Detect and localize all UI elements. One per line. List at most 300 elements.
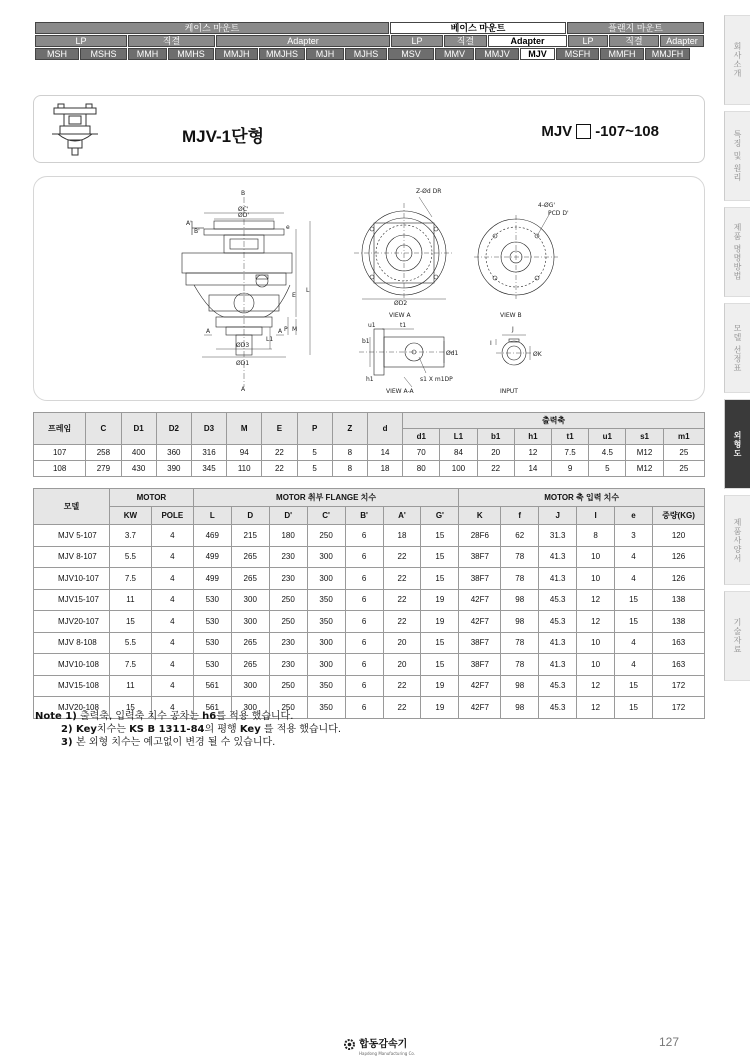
col-d1-shaft: d1	[403, 429, 440, 445]
table2-row	[34, 632, 705, 654]
table-cell: 5.5	[109, 546, 151, 568]
table-cell: 250	[307, 525, 345, 547]
table-cell: 5	[589, 461, 626, 477]
col-u1: u1	[589, 429, 626, 445]
nav-model-mmjfh[interactable]: MMJFH	[645, 48, 690, 60]
view-a	[354, 197, 454, 303]
table2-row	[34, 654, 705, 676]
label-d-prime: ØD'	[238, 212, 249, 219]
label-a-left: A	[206, 328, 211, 335]
table-cell: 12	[514, 445, 551, 461]
table-cell: 42F7	[459, 611, 501, 633]
table-cell: 499	[193, 568, 231, 590]
table-cell: 350	[307, 675, 345, 697]
table-cell: 250	[269, 589, 307, 611]
col-k: K	[459, 507, 501, 525]
label-4-g-prime: 4-ØG'	[538, 202, 556, 209]
label-j: J	[512, 326, 514, 333]
table-cell: 300	[231, 697, 269, 719]
label-a-right: A	[278, 328, 283, 335]
table-cell: 265	[231, 632, 269, 654]
table-cell: 22	[383, 697, 421, 719]
model-code: MJV -107~108	[541, 123, 659, 140]
label-b: B	[241, 190, 246, 197]
nav-model-mjh[interactable]: MJH	[306, 48, 344, 60]
table-cell: 230	[269, 632, 307, 654]
nav-model-msh[interactable]: MSH	[35, 48, 79, 60]
col-p: P	[297, 413, 332, 445]
table-cell: MJV20-107	[34, 611, 110, 633]
table-cell: 45.3	[539, 697, 577, 719]
table-cell: 345	[191, 461, 226, 477]
nav-adapter-3[interactable]: Adapter	[660, 35, 704, 47]
table-cell: 350	[307, 697, 345, 719]
table-cell: 15	[109, 611, 151, 633]
table-cell: 38F7	[459, 632, 501, 654]
nav-direct-3[interactable]: 직결	[609, 35, 659, 47]
table1-row	[34, 461, 705, 477]
table-cell: 4	[615, 632, 653, 654]
table-cell: 499	[193, 546, 231, 568]
table-cell: 20	[477, 445, 514, 461]
table-cell: 7.5	[109, 568, 151, 590]
table-cell: 6	[345, 632, 383, 654]
table-cell: 22	[262, 445, 297, 461]
table-cell: 94	[227, 445, 262, 461]
label-c-prime: ØC'	[238, 206, 249, 213]
table-cell: 31.3	[539, 525, 577, 547]
table-cell: 25	[663, 461, 704, 477]
col-c: C	[86, 413, 121, 445]
table-cell: MJV 8-108	[34, 632, 110, 654]
table-cell: 19	[421, 589, 459, 611]
table-cell: 430	[121, 461, 156, 477]
table-cell: 8	[332, 445, 367, 461]
view-b	[474, 213, 558, 299]
table-cell: MJV10-108	[34, 654, 110, 676]
table2-subheader-row	[34, 507, 705, 525]
col-i: I	[577, 507, 615, 525]
label-p: P	[284, 326, 288, 333]
nav-direct-2[interactable]: 직결	[444, 35, 487, 47]
tab-selection[interactable]: 모델 선정표	[724, 303, 750, 393]
col-e: E	[262, 413, 297, 445]
tab-naming[interactable]: 제품 명명방법	[724, 207, 750, 297]
table-cell: 4	[151, 697, 193, 719]
table-cell: 350	[307, 589, 345, 611]
table-cell: 22	[383, 589, 421, 611]
table-cell: 25	[663, 445, 704, 461]
table-cell: MJV10-107	[34, 568, 110, 590]
table-cell: MJV15-108	[34, 675, 110, 697]
table-cell: 45.3	[539, 589, 577, 611]
label-t1: t1	[400, 322, 407, 329]
col-frame: 프레임	[34, 413, 86, 445]
table-cell: 70	[403, 445, 440, 461]
table-cell: 250	[269, 697, 307, 719]
table-cell: 180	[269, 525, 307, 547]
col-j: J	[539, 507, 577, 525]
table2-row	[34, 611, 705, 633]
label-view-b: VIEW B	[500, 312, 522, 319]
label-i: I	[490, 340, 492, 347]
col-b-prime: B'	[345, 507, 383, 525]
table-cell: 4	[151, 546, 193, 568]
table-cell: 12	[577, 611, 615, 633]
table-cell: 3.7	[109, 525, 151, 547]
label-d1-shaft: Ød1	[446, 350, 459, 357]
table-cell: 15	[109, 697, 151, 719]
brand-subtitle: Hapdong Manufacturing Co.	[359, 1051, 416, 1056]
label-b1: b1	[362, 338, 370, 345]
table-cell: 279	[86, 461, 121, 477]
product-nav	[35, 22, 704, 61]
label-l: L	[306, 287, 310, 294]
table-cell: 78	[501, 654, 539, 676]
table1-body	[34, 445, 705, 477]
table-cell: 19	[421, 611, 459, 633]
table-cell: 172	[652, 675, 704, 697]
table-cell: 530	[193, 654, 231, 676]
table-cell: 390	[156, 461, 191, 477]
table-cell: 530	[193, 589, 231, 611]
nav-flange-mount[interactable]: 플랜지 마운트	[567, 22, 704, 34]
table-cell: 300	[307, 546, 345, 568]
table-cell: 110	[227, 461, 262, 477]
table-cell: 11	[109, 675, 151, 697]
table-cell: 12	[577, 675, 615, 697]
table-cell: 41.3	[539, 632, 577, 654]
nav-model-mjhs[interactable]: MJHS	[345, 48, 387, 60]
col-h1: h1	[514, 429, 551, 445]
table-cell: 62	[501, 525, 539, 547]
col-c-prime: C'	[307, 507, 345, 525]
nav-model-mshs[interactable]: MSHS	[80, 48, 127, 60]
label-d2: ØD2	[394, 300, 408, 307]
table-cell: 3	[615, 525, 653, 547]
table-cell: 360	[156, 445, 191, 461]
table-cell: 530	[193, 611, 231, 633]
table-cell: 20	[383, 654, 421, 676]
table-cell: 250	[269, 611, 307, 633]
label-u1: u1	[368, 322, 376, 329]
col-d1: D1	[121, 413, 156, 445]
nav-model-mmhs[interactable]: MMHS	[168, 48, 214, 60]
frame-dimension-table	[33, 412, 705, 477]
table-cell: 6	[345, 568, 383, 590]
label-a-bottom: A	[241, 386, 246, 393]
table-cell: 230	[269, 654, 307, 676]
label-d3: ØD3	[236, 342, 250, 349]
table-cell: 4	[615, 654, 653, 676]
col-m1: m1	[663, 429, 704, 445]
label-view-aa: VIEW A-A	[386, 388, 414, 395]
col-d: d	[367, 413, 402, 445]
input-labels	[490, 326, 543, 395]
title-box	[33, 95, 705, 163]
table-cell: 15	[615, 675, 653, 697]
label-view-a: VIEW A	[389, 312, 411, 319]
table-cell: 15	[421, 632, 459, 654]
technical-drawing	[33, 176, 705, 401]
nav-base-mount[interactable]: 베이스 마운트	[390, 22, 566, 34]
table-cell: 561	[193, 675, 231, 697]
table-cell: 4	[615, 568, 653, 590]
note-2: 2) Key치수는 KS B 1311-84의 평행 Key 를 적용 했습니다.	[61, 724, 342, 735]
nav-lp-2[interactable]: LP	[391, 35, 443, 47]
table-cell: 22	[262, 461, 297, 477]
table-cell: 4	[151, 654, 193, 676]
table-cell: 7.5	[552, 445, 589, 461]
col-output-shaft: 출력축	[403, 413, 705, 429]
table-cell: 84	[440, 445, 477, 461]
table-cell: MJV 5-107	[34, 525, 110, 547]
col-l: L	[193, 507, 231, 525]
note-3: 3) 본 외형 치수는 예고없이 변경 될 수 있습니다.	[61, 737, 276, 748]
nav-adapter-1[interactable]: Adapter	[216, 35, 390, 47]
nav-adapter-2[interactable]: Adapter	[488, 35, 567, 47]
table-cell: M12	[626, 461, 663, 477]
table-cell: 38F7	[459, 568, 501, 590]
gearbox-thumbnail-icon	[48, 102, 102, 158]
table-cell: 10	[577, 568, 615, 590]
table-cell: 15	[615, 697, 653, 719]
table-cell: 22	[383, 611, 421, 633]
table-cell: 6	[345, 697, 383, 719]
label-a-prime: A'	[186, 220, 192, 227]
table-cell: 98	[501, 675, 539, 697]
table-cell: 80	[403, 461, 440, 477]
note-1: Note 1) 출력축, 입력축 치수 공차는 h6를 적용 했습니다.	[35, 711, 294, 722]
table-cell: 265	[231, 654, 269, 676]
page-number: 127	[659, 1035, 680, 1049]
tab-features[interactable]: 특징 및 원리	[724, 111, 750, 201]
table-cell: 38F7	[459, 654, 501, 676]
table-cell: 6	[345, 525, 383, 547]
nav-model-mmfh[interactable]: MMFH	[600, 48, 644, 60]
table-cell: 78	[501, 632, 539, 654]
table-cell: 9	[552, 461, 589, 477]
table-cell: 4	[615, 546, 653, 568]
col-s1: s1	[626, 429, 663, 445]
nav-row-model	[35, 48, 704, 60]
nav-model-mmjv[interactable]: MMJV	[475, 48, 519, 60]
company-logo	[343, 1032, 415, 1056]
table-cell: 41.3	[539, 568, 577, 590]
table-cell: 300	[307, 568, 345, 590]
col-d2: D2	[156, 413, 191, 445]
label-b-prime: B'	[194, 228, 200, 235]
col-b1: b1	[477, 429, 514, 445]
nav-case-mount[interactable]: 케이스 마운트	[35, 22, 389, 34]
brand-name: 합동감속기	[359, 1039, 408, 1050]
nav-direct-1[interactable]: 직결	[128, 35, 215, 47]
table-cell: 316	[191, 445, 226, 461]
table-cell: 42F7	[459, 675, 501, 697]
col-m: M	[227, 413, 262, 445]
table-cell: 41.3	[539, 546, 577, 568]
table-cell: 8	[332, 461, 367, 477]
table-cell: 15	[615, 589, 653, 611]
table-cell: 6	[345, 589, 383, 611]
table-cell: 14	[367, 445, 402, 461]
table-cell: 5	[297, 445, 332, 461]
table-cell: 163	[652, 654, 704, 676]
col-motor: MOTOR	[109, 489, 193, 507]
table-cell: 4.5	[589, 445, 626, 461]
tab-technical[interactable]: 기술자료	[724, 591, 750, 681]
table-cell: M12	[626, 445, 663, 461]
table-cell: 100	[440, 461, 477, 477]
table-cell: 265	[231, 568, 269, 590]
table2-header-row	[34, 489, 705, 507]
table-cell: 12	[577, 589, 615, 611]
nav-model-mjv[interactable]: MJV	[520, 48, 555, 60]
table-cell: 5	[297, 461, 332, 477]
nav-model-mmv[interactable]: MMV	[435, 48, 474, 60]
table-cell: 6	[345, 675, 383, 697]
col-kw: KW	[109, 507, 151, 525]
table-cell: 10	[577, 654, 615, 676]
table-cell: 400	[121, 445, 156, 461]
nav-model-msv[interactable]: MSV	[388, 48, 434, 60]
label-d1: ØD1	[236, 360, 250, 367]
table-cell: 4	[151, 632, 193, 654]
table-cell: 6	[345, 611, 383, 633]
table-cell: 258	[86, 445, 121, 461]
table-cell: 107	[34, 445, 86, 461]
table-cell: 530	[193, 632, 231, 654]
table-cell: 98	[501, 697, 539, 719]
table2-row	[34, 525, 705, 547]
table-cell: 15	[421, 546, 459, 568]
tab-company[interactable]: 회사소개	[724, 15, 750, 105]
table-cell: 42F7	[459, 697, 501, 719]
col-g-prime: G'	[421, 507, 459, 525]
table-cell: 4	[151, 589, 193, 611]
table-cell: 22	[383, 546, 421, 568]
tab-spec[interactable]: 제품사양서	[724, 495, 750, 585]
nav-model-mmh[interactable]: MMH	[128, 48, 167, 60]
table-cell: 215	[231, 525, 269, 547]
table-cell: 22	[477, 461, 514, 477]
table-cell: 138	[652, 611, 704, 633]
table-cell: 18	[367, 461, 402, 477]
col-a-prime: A'	[383, 507, 421, 525]
table-cell: 126	[652, 568, 704, 590]
label-pcd-d-prime: PCD D'	[548, 210, 569, 217]
table-cell: 4	[151, 568, 193, 590]
input-view	[496, 335, 532, 365]
table-cell: 265	[231, 546, 269, 568]
table2-body	[34, 525, 705, 719]
nav-lp-1[interactable]: LP	[35, 35, 127, 47]
col-pole: POLE	[151, 507, 193, 525]
nav-row-type	[35, 35, 704, 47]
table-cell: 22	[383, 675, 421, 697]
table-cell: 4	[151, 675, 193, 697]
table-cell: 230	[269, 546, 307, 568]
table-cell: 19	[421, 697, 459, 719]
gear-icon	[343, 1038, 356, 1051]
col-e-input: e	[615, 507, 653, 525]
table1-row	[34, 445, 705, 461]
table-cell: 108	[34, 461, 86, 477]
table-cell: 300	[231, 589, 269, 611]
label-e-dim: E	[292, 292, 296, 299]
col-d-prime: D'	[269, 507, 307, 525]
label-s1-m1dp: s1 X m1DP	[420, 376, 453, 383]
view-a-labels	[389, 188, 441, 319]
table-cell: 300	[231, 611, 269, 633]
table-cell: 561	[193, 697, 231, 719]
drawing-svg	[34, 177, 706, 402]
notes	[35, 710, 341, 749]
table-cell: 45.3	[539, 611, 577, 633]
col-z: Z	[332, 413, 367, 445]
label-l1: L1	[266, 336, 274, 343]
table2-row	[34, 675, 705, 697]
table-cell: MJV15-107	[34, 589, 110, 611]
table-cell: 18	[383, 525, 421, 547]
table-cell: 300	[307, 654, 345, 676]
table-cell: 300	[307, 632, 345, 654]
table-cell: 38F7	[459, 546, 501, 568]
page-title: MJV-1단형	[182, 127, 264, 146]
table-cell: 4	[151, 525, 193, 547]
table-cell: 126	[652, 546, 704, 568]
table-cell: 15	[421, 525, 459, 547]
table-cell: 14	[514, 461, 551, 477]
col-weight: 중량(KG)	[652, 507, 704, 525]
nav-model-msfh[interactable]: MSFH	[556, 48, 599, 60]
table-cell: 8	[577, 525, 615, 547]
side-tabs	[724, 15, 750, 687]
motor-dimension-table	[33, 488, 705, 719]
label-z-d-dr: Z-Ød DR	[416, 188, 442, 195]
table-cell: 469	[193, 525, 231, 547]
table-cell: 6	[345, 654, 383, 676]
table-cell: 163	[652, 632, 704, 654]
table2-row	[34, 589, 705, 611]
table-cell: 250	[269, 675, 307, 697]
nav-lp-3[interactable]: LP	[568, 35, 608, 47]
tab-outline[interactable]: 외형도	[724, 399, 750, 489]
table-cell: 300	[231, 675, 269, 697]
nav-model-mmjhs[interactable]: MMJHS	[259, 48, 305, 60]
table-cell: 45.3	[539, 675, 577, 697]
table-cell: 4	[151, 611, 193, 633]
table1-header-row	[34, 413, 705, 429]
table-cell: MJV 8-107	[34, 546, 110, 568]
table-cell: 350	[307, 611, 345, 633]
table-cell: 12	[577, 697, 615, 719]
col-l1: L1	[440, 429, 477, 445]
nav-row-mount	[35, 22, 704, 34]
col-d3: D3	[191, 413, 226, 445]
table-cell: 230	[269, 568, 307, 590]
table-cell: 42F7	[459, 589, 501, 611]
table-cell: 19	[421, 675, 459, 697]
table-cell: 15	[421, 568, 459, 590]
col-d-flange: D	[231, 507, 269, 525]
table-cell: 10	[577, 632, 615, 654]
table-cell: 15	[615, 611, 653, 633]
col-t1: t1	[552, 429, 589, 445]
table-cell: 15	[421, 654, 459, 676]
col-flange: MOTOR 취부 FLANGE 치수	[193, 489, 459, 507]
nav-model-mmjh[interactable]: MMJH	[215, 48, 258, 60]
